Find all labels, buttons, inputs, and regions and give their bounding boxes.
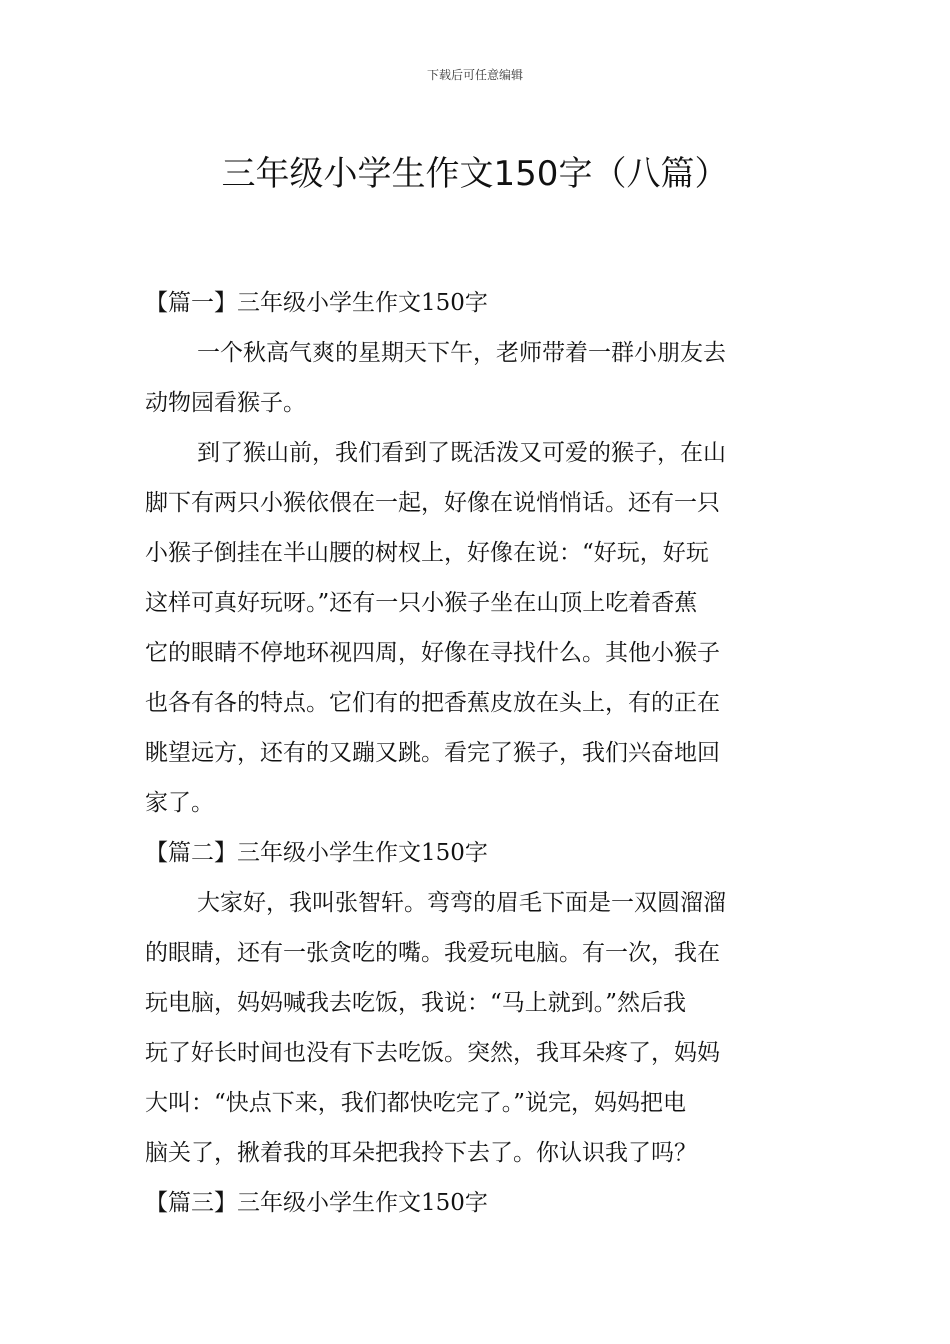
text-line: 它的眼睛不停地环视四周，好像在寻找什么。其他小猴子: [145, 640, 720, 666]
text-line: 这样可真好玩呀。”还有一只小猴子坐在山顶上吃着香蕉: [145, 590, 698, 616]
paragraph: [145, 328, 807, 428]
text-line: 一个秋高气爽的星期天下午，老师带着一群小朋友去: [197, 340, 726, 366]
section-1: [145, 278, 807, 828]
section-2: [145, 828, 807, 1178]
document-title: 三年级小学生作文150字（八篇）: [221, 153, 729, 194]
text-line: 玩了好长时间也没有下去吃饭。突然，我耳朵疼了，妈妈: [145, 1040, 720, 1066]
text-line: 眺望远方，还有的又蹦又跳。看完了猴子，我们兴奋地回: [145, 740, 720, 766]
paragraph: [145, 428, 807, 828]
text-line: 玩电脑，妈妈喊我去吃饭，我说：“马上就到。”然后我: [145, 990, 687, 1016]
header-note: 下载后可任意编辑: [426, 68, 523, 82]
document-body: [145, 278, 807, 1228]
text-line: 大叫：“快点下来，我们都快吃完了。”说完，妈妈把电: [145, 1090, 687, 1116]
text-line: 大家好，我叫张智轩。弯弯的眉毛下面是一双圆溜溜: [197, 890, 726, 916]
text-line: 到了猴山前，我们看到了既活泼又可爱的猴子，在山: [197, 440, 726, 466]
section-3: [145, 1178, 807, 1228]
text-line: 脑关了，揪着我的耳朵把我拎下去了。你认识我了吗？: [145, 1140, 697, 1166]
text-line: 家了。: [145, 790, 214, 816]
text-line: 脚下有两只小猴依偎在一起，好像在说悄悄话。还有一只: [145, 490, 720, 516]
section-heading: 【篇二】三年级小学生作文150字: [145, 840, 488, 866]
text-line: 也各有各的特点。它们有的把香蕉皮放在头上，有的正在: [145, 690, 720, 716]
paragraph: [145, 878, 807, 1178]
text-line: 的眼睛，还有一张贪吃的嘴。我爱玩电脑。有一次，我在: [145, 940, 720, 966]
section-heading: 【篇一】三年级小学生作文150字: [145, 290, 488, 316]
text-line: 小猴子倒挂在半山腰的树杈上，好像在说：“好玩，好玩: [145, 540, 709, 566]
section-heading: 【篇三】三年级小学生作文150字: [145, 1190, 488, 1216]
text-line: 动物园看猴子。: [145, 390, 306, 416]
